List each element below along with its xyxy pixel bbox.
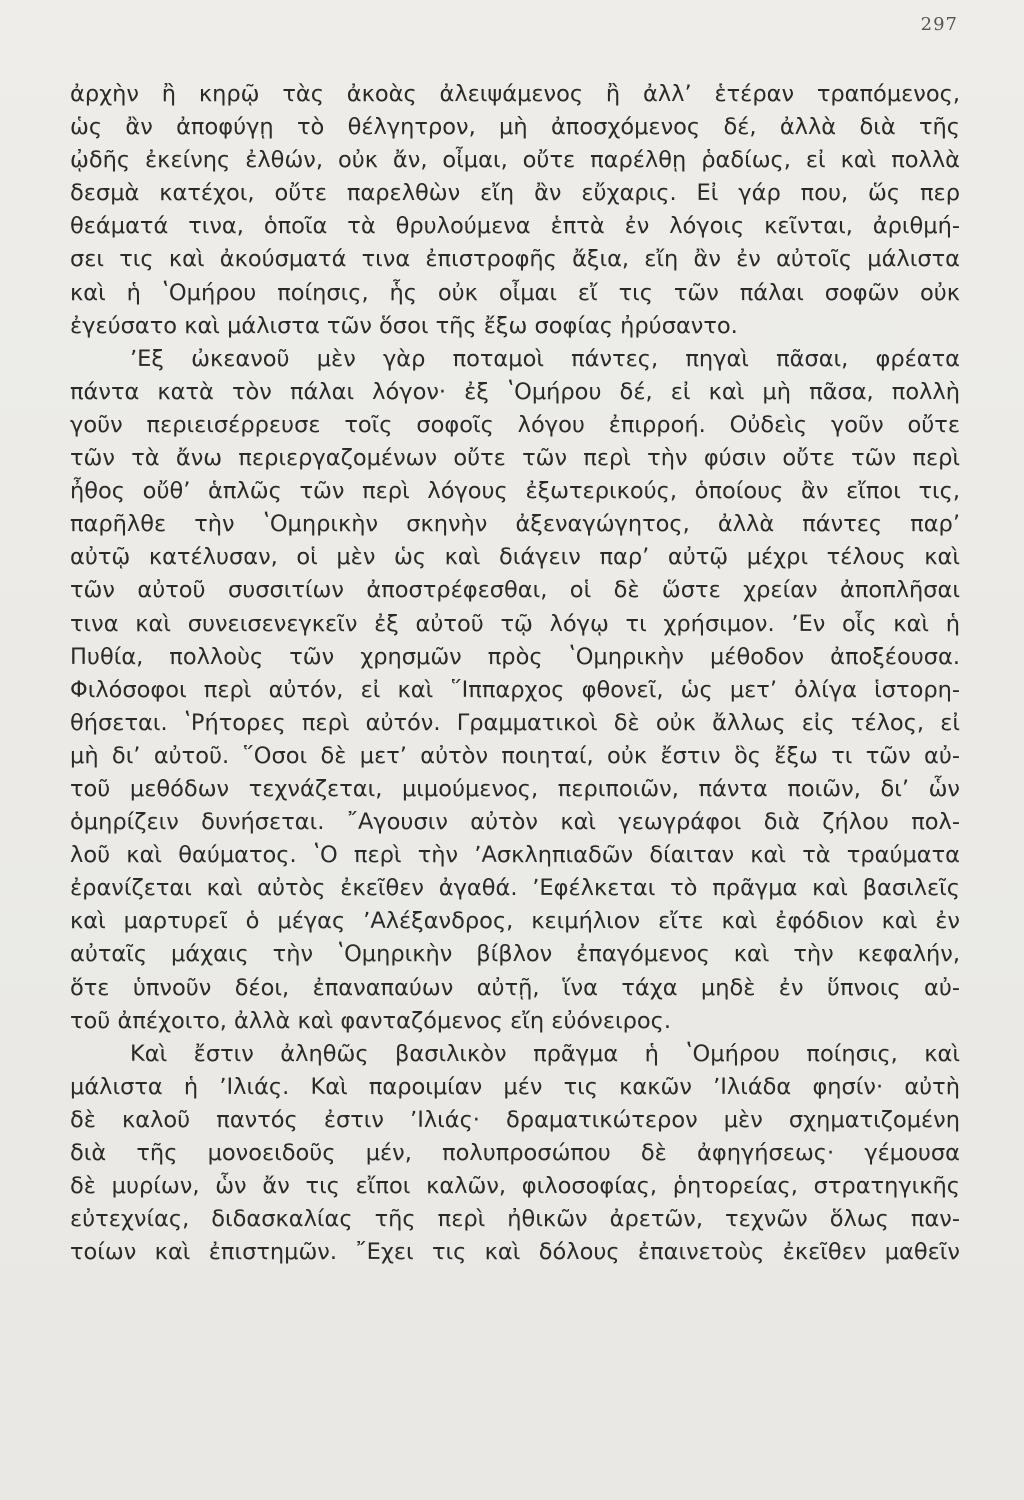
text-line: δεσμὰ κατέχοι, οὔτε παρελθὼν εἴη ἂν εὔχαρις. Εἰ γάρ που, ὥς περ bbox=[70, 180, 960, 207]
text-line: τοῦ μεθόδων τεχνάζεται, μιμούμενος, περιποιῶν, πάντα ποιῶν, δι’ ὧν bbox=[70, 775, 960, 802]
text-line: τῶν τὰ ἄνω περιεργαζομένων οὔτε τῶν περὶ τὴν φύσιν οὔτε τῶν περὶ bbox=[70, 445, 960, 472]
text-line: Φιλόσοφοι περὶ αὐτόν, εἰ καὶ ῞Ιππαρχος φθονεῖ, ὡς μετ’ ὀλίγα ἱστορη- bbox=[70, 676, 960, 703]
text-line: πάντα κατὰ τὸν πάλαι λόγον· ἐξ ʽΟμήρου δέ, εἰ καὶ μὴ πᾶσα, πολλὴ bbox=[70, 378, 960, 405]
text-line: Καὶ ἔστιν ἀληθῶς βασιλικὸν πρᾶγμα ἡ ʽΟμήρου ποίησις, καὶ bbox=[130, 1040, 960, 1067]
text-line: ἦθος οὔθ’ ἁπλῶς τῶν περὶ λόγους ἐξωτερικούς, ὁποίους ἂν εἴποι τις, bbox=[70, 478, 960, 505]
text-line: λοῦ καὶ θαύματος. ʽΟ περὶ τὴν ʼΑσκληπιαδῶν δίαιταν καὶ τὰ τραύματα bbox=[70, 842, 960, 869]
text-line: καὶ ἡ ʽΟμήρου ποίησις, ἧς οὐκ οἶμαι εἴ τις τῶν πάλαι σοφῶν οὐκ bbox=[70, 279, 960, 306]
text-line: μάλιστα ἡ ʼΙλιάς. Καὶ παροιμίαν μέν τις κακῶν ʼΙλιάδα φησίν· αὐτὴ bbox=[70, 1073, 960, 1100]
text-line: ʼΕξ ὠκεανοῦ μὲν γὰρ ποταμοὶ πάντες, πηγαὶ πᾶσαι, φρέατα bbox=[130, 345, 960, 372]
text-line: θεάματά τινα, ὁποῖα τὰ θρυλούμενα ἑπτὰ ἐν λόγοις κεῖνται, ἀριθμή- bbox=[70, 213, 960, 240]
text-line: ἐρανίζεται καὶ αὐτὸς ἐκεῖθεν ἀγαθά. ʼΕφέλκεται τὸ πρᾶγμα καὶ βασιλεῖς bbox=[70, 875, 960, 902]
text-line: καὶ μαρτυρεῖ ὁ μέγας ʼΑλέξανδρος, κειμήλιον εἴτε καὶ ἐφόδιον καὶ ἐν bbox=[70, 908, 960, 935]
text-line: Πυθία, πολλοὺς τῶν χρησμῶν πρὸς ʽΟμηρικὴν μέθοδον ἀποξέουσα. bbox=[70, 643, 960, 670]
page-number: 297 bbox=[920, 14, 958, 35]
body-text bbox=[70, 78, 960, 1269]
text-line: δὲ μυρίων, ὧν ἄν τις εἴποι καλῶν, φιλοσοφίας, ῥητορείας, στρατηγικῆς bbox=[70, 1173, 960, 1200]
text-line: τοῦ ἀπέχοιτο, ἀλλὰ καὶ φανταζόμενος εἴη εὐόνειρος. bbox=[70, 1007, 671, 1034]
text-line: παρῆλθε τὴν ʽΟμηρικὴν σκηνὴν ἀξεναγώγητος, ἀλλὰ πάντες παρ’ bbox=[70, 511, 960, 538]
text-line: γοῦν περιεισέρρευσε τοῖς σοφοῖς λόγου ἐπιρροή. Οὐδεὶς γοῦν οὔτε bbox=[70, 411, 960, 438]
text-line: διὰ τῆς μονοειδοῦς μέν, πολυπροσώπου δὲ ἀφηγήσεως· γέμουσα bbox=[70, 1140, 960, 1166]
text-line: αὐταῖς μάχαις τὴν ʽΟμηρικὴν βίβλον ἐπαγόμενος καὶ τὴν κεφαλήν, bbox=[70, 941, 960, 968]
text-line: μὴ δι’ αὐτοῦ. ῞Οσοι δὲ μετ’ αὐτὸν ποιηταί, οὐκ ἔστιν ὃς ἔξω τι τῶν αὐ- bbox=[70, 742, 960, 769]
text-line: σει τις καὶ ἀκούσματά τινα ἐπιστροφῆς ἄξια, εἴη ἂν ἐν αὐτοῖς μάλιστα bbox=[70, 246, 960, 273]
text-line: ἀρχὴν ἢ κηρῷ τὰς ἀκοὰς ἀλειψάμενος ἢ ἀλλ’ ἑτέραν τραπόμενος, bbox=[70, 81, 960, 107]
text-line: ὅτε ὑπνοῦν δέοι, ἐπαναπαύων αὐτῇ, ἵνα τάχα μηδὲ ἐν ὕπνοις αὐ- bbox=[70, 974, 960, 1001]
text-line: ᾠδῆς ἐκείνης ἐλθών, οὐκ ἄν, οἶμαι, οὔτε παρέλθῃ ῥαδίως, εἰ καὶ πολλὰ bbox=[70, 147, 960, 174]
text-line: τινα καὶ συνεισενεγκεῖν ἐξ αὐτοῦ τῷ λόγῳ τι χρήσιμον. ʼΕν οἷς καὶ ἡ bbox=[70, 610, 960, 637]
text-line: ἐγεύσατο καὶ μάλιστα τῶν ὅσοι τῆς ἔξω σοφίας ἠρύσαντο. bbox=[70, 312, 738, 339]
text-line: τῶν αὐτοῦ συσσιτίων ἀποστρέφεσθαι, οἱ δὲ ὥστε χρείαν ἀποπλῆσαι bbox=[70, 577, 960, 604]
text-line: εὐτεχνίας, διδασκαλίας τῆς περὶ ἠθικῶν ἀρετῶν, τεχνῶν ὅλως παν- bbox=[70, 1206, 960, 1233]
text-line: ὁμηρίζειν δυνήσεται. ῎Αγουσιν αὐτὸν καὶ γεωγράφοι διὰ ζήλου πολ- bbox=[70, 809, 960, 836]
text-line: ὡς ἂν ἀποφύγῃ τὸ θέλγητρον, μὴ ἀποσχόμενος δέ, ἀλλὰ διὰ τῆς bbox=[70, 114, 960, 141]
text-line: δὲ καλοῦ παντός ἐστιν ʼΙλιάς· δραματικώτερον μὲν σχηματιζομένη bbox=[70, 1106, 960, 1133]
text-line: τοίων καὶ ἐπιστημῶν. ῎Εχει τις καὶ δόλους ἐπαινετοὺς ἐκεῖθεν μαθεῖν bbox=[70, 1239, 960, 1266]
text-line: αὐτῷ κατέλυσαν, οἱ μὲν ὡς καὶ διάγειν παρ’ αὐτῷ μέχρι τέλους καὶ bbox=[70, 544, 960, 571]
text-line: θήσεται. ʽΡήτορες περὶ αὐτόν. Γραμματικοὶ δὲ οὐκ ἄλλως εἰς τέλος, εἰ bbox=[70, 709, 960, 736]
